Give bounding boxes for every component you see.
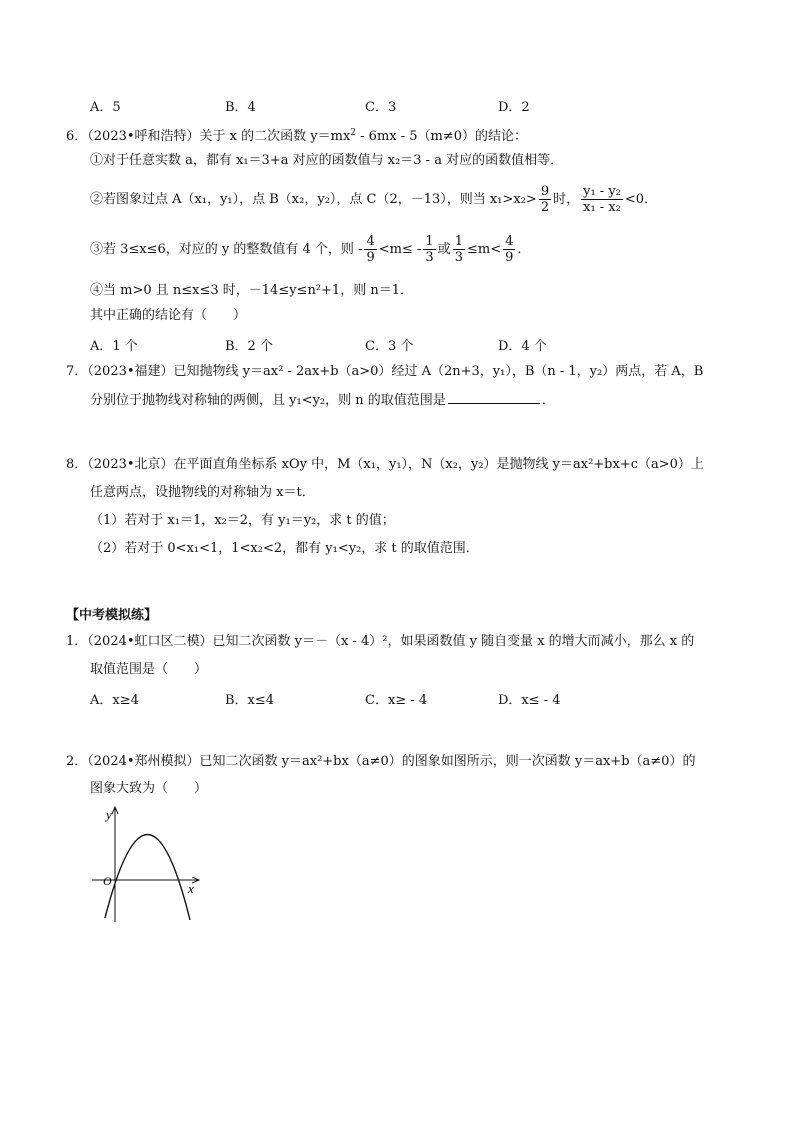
q6-s3-end: ．: [517, 242, 531, 257]
q6-option-a: A．1 个: [90, 339, 138, 354]
prev-option-c: C．3: [365, 100, 397, 115]
q6-statement-1: ①对于任意实数 a，都有 x₁＝3+a 对应的函数值与 x₂＝3 - a 对应的函数值相等．: [90, 153, 564, 168]
m1-line-1: 1．（2024•虹口区二模）已知二次函数 y＝－（x - 4）²，如果函数值 y 随自变量 x 的增大而减小，那么 x 的: [66, 634, 695, 649]
m1-option-b: B．x≤4: [225, 693, 275, 708]
q7-line-2-pre: 分别位于抛物线对称轴的两侧，且 y₁<y₂，则 n 的取值范围是: [90, 393, 446, 408]
m1-line-2: 取值范围是（ ）: [90, 662, 208, 677]
q6-s2-end: <0．: [624, 192, 658, 207]
q6-option-c: C．3 个: [365, 339, 414, 354]
frac-num: 1: [425, 234, 434, 249]
q6-s3-fraction-3: [453, 234, 465, 265]
frac-num: y₁ - y₂: [583, 184, 621, 199]
q8-line-1: 8．（2023•北京）在平面直角坐标系 xOy 中，M（x₁，y₁），N（x₂，y₂）是抛物线 y＝ax²+bx+c（a>0）上: [66, 457, 704, 472]
parabola-figure: [88, 800, 208, 925]
m1-option-d: D．x≤ - 4: [498, 693, 561, 708]
answer-blank: [448, 391, 540, 404]
q6-option-d: D．4 个: [498, 339, 547, 354]
q6-s3-fraction-2: [423, 234, 435, 265]
q6-stem-mid: - 6mx - 5（m≠0）的结论：: [356, 129, 528, 144]
frac-den: 3: [454, 250, 463, 265]
q6-s2-fraction-9-2: [539, 184, 551, 215]
q6-stem-pre: 关于 x 的二次函数 y＝mx: [199, 129, 351, 144]
q7-line-1: 7．（2023•福建）已知抛物线 y＝ax² - 2ax+b（a>0）经过 A（2n+3，y₁），B（n - 1，y₂）两点，若 A，B: [66, 364, 704, 379]
q6-statement-3: [90, 232, 530, 268]
m1-option-a: A．x≥4: [90, 693, 139, 708]
q6-s2-mid: 时，: [553, 192, 580, 207]
q6-s3-fraction-4: [503, 234, 515, 265]
q8-part-2: （2）若对于 0<x₁<1，1<x₂<2，都有 y₁<y₂，求 t 的取值范围．: [90, 541, 479, 556]
frac-den: x₁ - x₂: [583, 200, 621, 215]
q6-statement-4: ④当 m>0 且 n≤x≤3 时，－14≤y≤n²+1，则 n＝1．: [90, 283, 413, 298]
frac-den: 9: [505, 250, 514, 265]
q6-statement-2: [90, 182, 657, 218]
frac-num: 4: [366, 234, 375, 249]
q6-s3-a: <m≤ -: [378, 242, 422, 257]
frac-num: 1: [454, 234, 463, 249]
m1-option-c: C．x≥ - 4: [365, 693, 428, 708]
frac-num: 9: [540, 184, 550, 199]
q7-line-2-end: ．: [541, 393, 555, 408]
x-axis-label: x: [188, 881, 194, 896]
origin-label: O: [103, 874, 112, 888]
q6-s3-c: ≤m<: [466, 242, 502, 257]
m2-line-1: 2．（2024•郑州模拟）已知二次函数 y＝ax²+bx（a≠0）的图象如图所示，则一次函数 y＝ax+b（a≠0）的: [66, 754, 696, 769]
q6-s3-b: 或: [437, 242, 451, 257]
m2-line-2: 图象大致为（ ）: [90, 781, 208, 796]
frac-den: 3: [425, 250, 434, 265]
q6-s3-pre: ③若 3≤x≤6，对应的 y 的整数值有 4 个，则 -: [90, 242, 363, 257]
q6-stem: 6．（2023•呼和浩特）关于 x 的二次函数 $y=mx^2 - 6mx - 5(m\ne 0)$的结论：: [66, 128, 528, 144]
y-axis-label: y: [106, 807, 112, 822]
q6-s2-fraction-slope: [581, 184, 623, 215]
q6-s3-fraction-1: [364, 234, 376, 265]
prev-option-b: B．4: [225, 100, 256, 115]
q6-number: 6．: [66, 129, 88, 144]
q6-source: （2023•呼和浩特）: [87, 129, 200, 144]
q8-line-2: 任意两点，设抛物线的对称轴为 x＝t．: [90, 485, 315, 500]
q6-option-b: B．2 个: [225, 339, 273, 354]
section-title: 【中考模拟练】: [66, 608, 158, 623]
parabola-curve: [105, 834, 190, 920]
frac-den: 2: [540, 200, 550, 215]
frac-num: 4: [505, 234, 514, 249]
frac-den: 9: [366, 250, 375, 265]
q6-s2-pre: ②若图象过点 A（x₁，y₁），点 B（x₂，y₂），点 C（2，－13），则当 x₁>x₂>: [90, 192, 537, 207]
prev-option-d: D．2: [498, 100, 530, 115]
q6-ask: 其中正确的结论有（ ）: [90, 308, 247, 323]
q7-line-2: [90, 391, 555, 410]
prev-option-a: A．5: [90, 100, 121, 115]
q8-part-1: （1）若对于 x₁＝1，x₂＝2，有 y₁＝y₂，求 t 的值；: [90, 513, 395, 528]
